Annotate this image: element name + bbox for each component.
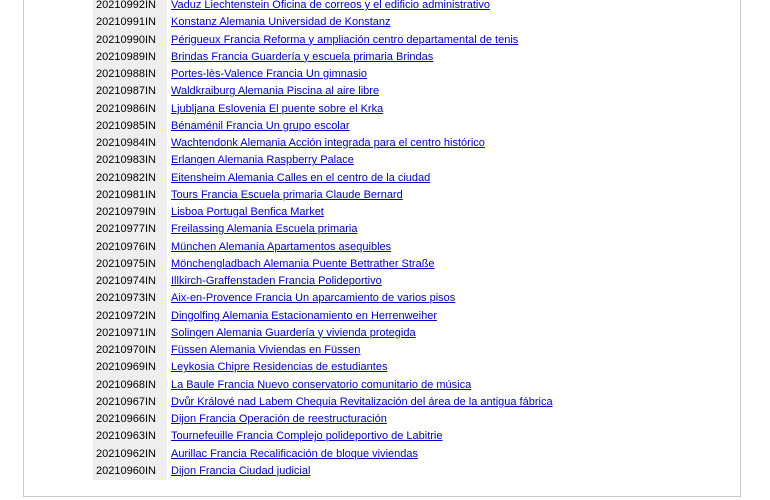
item-code: 20210969IN <box>93 359 167 376</box>
item-link[interactable]: München Alemania Apartamentos asequibles <box>171 240 392 253</box>
item-code: 20210972IN <box>93 308 167 325</box>
item-code: 20210981IN <box>93 187 167 204</box>
item-link[interactable]: Portes-lès-Valence Francia Un gimnasio <box>171 68 368 80</box>
item-code: 20210960IN <box>93 463 167 480</box>
item-code: 20210988IN <box>93 66 167 83</box>
item-link[interactable]: Tours Francia Escuela primaria Claude Bernard <box>171 188 403 201</box>
item-code: 20210990IN <box>93 32 167 49</box>
item-link[interactable]: Dingolfing Alemania Estacionamiento en Herrenweiher <box>171 309 437 322</box>
item-code: 20210974IN <box>93 273 167 290</box>
item-code: 20210976IN <box>93 239 167 256</box>
item-link[interactable]: Eitensheim Alemania Calles en el centro de la ciudad <box>171 171 431 184</box>
item-link[interactable]: Aurillac Francia Recalificación de bloque viviendas <box>171 447 419 460</box>
item-code: 20210971IN <box>93 325 167 342</box>
item-link[interactable]: Périgueux Francia Reforma y ampliación centro departamental de tenis <box>171 33 519 46</box>
item-code: 20210966IN <box>93 411 167 428</box>
item-code: 20210983IN <box>93 152 167 169</box>
item-code: 20210979IN <box>93 204 167 221</box>
item-link[interactable]: Dvůr Králové nad Labem Chequia Revitalización del área de la antigua fábrica <box>171 395 553 408</box>
item-link[interactable]: Aix-en-Provence Francia Un aparcamiento de varios pisos <box>171 292 456 305</box>
item-code: 20210987IN <box>93 83 167 100</box>
item-code: 20210984IN <box>93 135 167 152</box>
item-link[interactable]: Illkirch-Graffenstaden Francia Polideportivo <box>171 275 382 287</box>
item-code: 20210970IN <box>93 342 167 359</box>
item-link[interactable]: Waldkraiburg Alemania Piscina al aire libre <box>171 85 380 98</box>
item-code: 20210992IN <box>93 0 167 14</box>
item-code: 20210982IN <box>93 170 167 187</box>
item-link[interactable]: Dijon Francia Ciudad judicial <box>171 464 311 477</box>
item-code: 20210986IN <box>93 101 167 118</box>
item-link[interactable]: Vaduz Liechtenstein Oficina de correos y el edificio administrativo <box>171 0 490 11</box>
item-code: 20210962IN <box>93 446 167 463</box>
item-code: 20210991IN <box>93 14 167 31</box>
item-link[interactable]: La Baule Francia Nuevo conservatorio comunitario de música <box>171 378 472 391</box>
item-link[interactable]: Brindas Francia Guardería y escuela primaria Brindas <box>171 50 434 63</box>
item-code: 20210967IN <box>93 394 167 411</box>
item-link[interactable]: Erlangen Alemania Raspberry Palace <box>171 154 354 167</box>
item-code: 20210989IN <box>93 49 167 66</box>
item-link[interactable]: Lisboa Portugal Benfica Market <box>171 206 324 218</box>
item-link[interactable]: Bénaménil Francia Un grupo escolar <box>171 119 350 132</box>
item-link[interactable]: Dijon Francia Operación de reestructuración <box>171 413 387 425</box>
item-link[interactable]: Tournefeuille Francia Complejo polideportivo de Labitrie <box>171 430 443 443</box>
item-link[interactable]: Leykosia Chipre Residencias de estudiantes <box>171 361 388 374</box>
item-link[interactable]: Wachtendonk Alemania Acción integrada para el centro histórico <box>171 137 485 149</box>
item-link[interactable]: Füssen Alemania Viviendas en Füssen <box>171 344 361 356</box>
item-link[interactable]: Konstanz Alemania Universidad de Konstanz <box>171 16 391 29</box>
item-code: 20210977IN <box>93 221 167 238</box>
item-link[interactable]: Freilassing Alemania Escuela primaria <box>171 223 358 236</box>
item-code: 20210963IN <box>93 428 167 445</box>
item-link[interactable]: Mönchengladbach Alemania Puente Bettrather Straße <box>171 257 435 270</box>
item-code: 20210985IN <box>93 118 167 135</box>
item-code: 20210973IN <box>93 290 167 307</box>
item-link[interactable]: Ljubljana Eslovenia El puente sobre el Krka <box>171 102 384 115</box>
item-link[interactable]: Solingen Alemania Guardería y vivienda protegida <box>171 326 416 339</box>
item-code: 20210968IN <box>93 377 167 394</box>
item-code: 20210975IN <box>93 256 167 273</box>
